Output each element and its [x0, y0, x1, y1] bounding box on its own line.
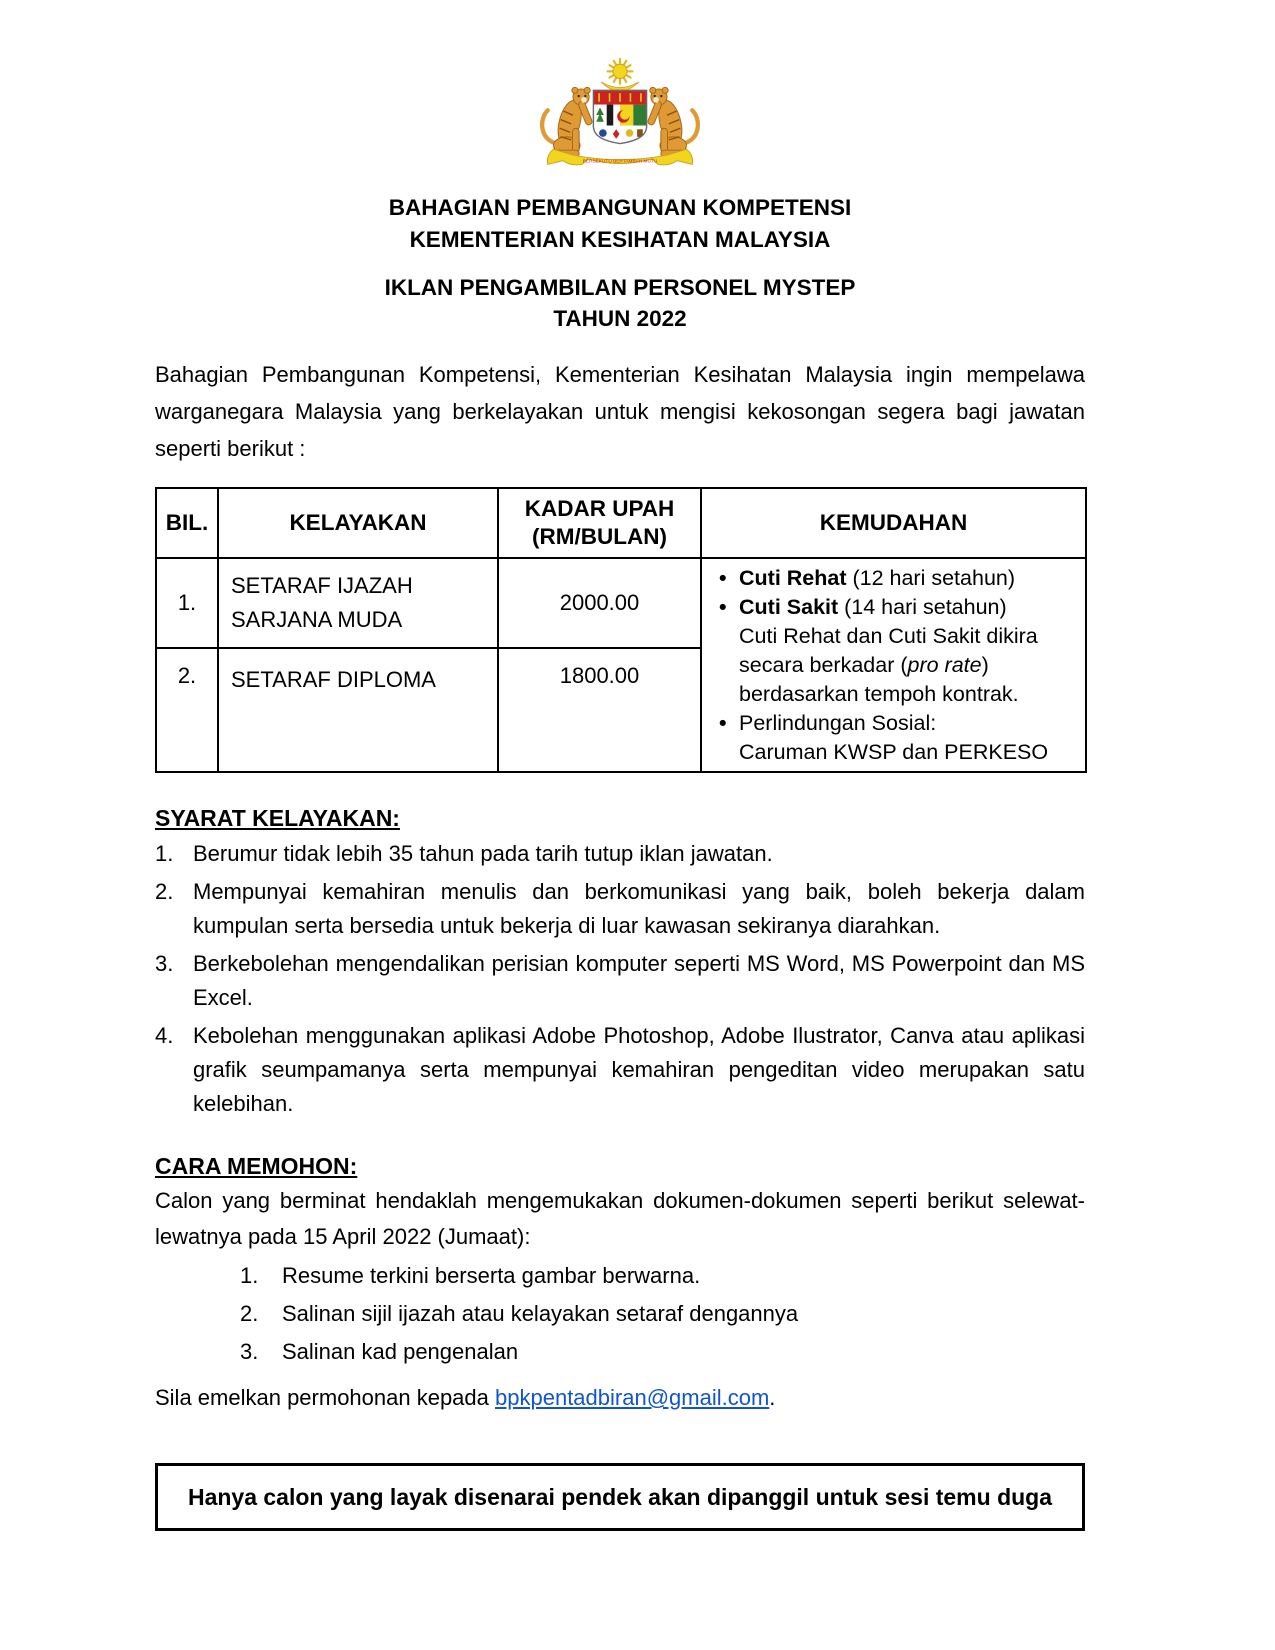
title-line-2: TAHUN 2022	[553, 306, 687, 331]
org-line-2: KEMENTERIAN KESIHATAN MALAYSIA	[409, 227, 831, 252]
motto-text: BERSEKUTU BERTAMBAH MUTU	[582, 159, 658, 165]
email-link[interactable]: bpkpentadbiran@gmail.com	[495, 1385, 770, 1410]
tiger-left-icon	[542, 87, 593, 157]
shortlist-notice-box	[155, 1463, 1085, 1531]
col-header-bil: BIL.	[156, 488, 218, 558]
kemudahan-cell	[701, 558, 1086, 772]
syarat-kelayakan-heading: SYARAT KELAYAKAN:	[155, 805, 400, 831]
advert-title	[155, 272, 1085, 334]
list-item: 3. Berkebolehan mengendalikan perisian komputer seperti MS Word, MS Powerpoint dan MS Excel.	[155, 951, 1085, 1010]
kemudahan-item-cuti-sakit: • Cuti Sakit (14 hari setahun) Cuti Rehat dan Cuti Sakit dikira secara berkadar (pro rate) berdasarkan tempoh kontrak.	[712, 593, 1075, 709]
tiger-right-icon	[647, 87, 698, 157]
title-line-1: IKLAN PENGAMBILAN PERSONEL MYSTEP	[384, 275, 856, 300]
table-header-row	[156, 488, 1086, 558]
vacancy-table	[155, 487, 1087, 773]
cara-list	[240, 1259, 1085, 1369]
kemudahan-note: Cuti Rehat dan Cuti Sakit dikira secara berkadar (pro rate) berdasarkan tempoh kontrak.	[739, 624, 1038, 706]
row1-bil: 1.	[156, 558, 218, 648]
row2-kadar: 1800.00	[498, 648, 701, 772]
coat-of-arms	[525, 56, 715, 182]
table-row	[156, 558, 1086, 648]
col-header-kemudahan: KEMUDAHAN	[701, 488, 1086, 558]
row1-kelayakan: SETARAF IJAZAH SARJANA MUDA	[218, 558, 498, 648]
col-header-kelayakan: KELAYAKAN	[218, 488, 498, 558]
list-item: 2. Mempunyai kemahiran menulis dan berkomunikasi yang baik, boleh bekerja dalam kumpulan serta bersedia untuk bekerja di luar kawasan sekiranya diarahkan.	[155, 879, 1085, 938]
malaysia-coat-of-arms-icon	[525, 56, 715, 176]
row2-kelayakan: SETARAF DIPLOMA	[218, 648, 498, 772]
kemudahan-item-perlindungan: • Perlindungan Sosial: Caruman KWSP dan PERKESO	[712, 709, 1075, 767]
list-item: 2. Salinan sijil ijazah atau kelayakan setaraf dengannya	[240, 1301, 799, 1326]
list-item: 1. Resume terkini berserta gambar berwarna.	[240, 1263, 701, 1288]
cara-memohon-heading: CARA MEMOHON:	[155, 1153, 358, 1179]
email-instruction: Sila emelkan permohonan kepada bpkpentadbiran@gmail.com.	[155, 1385, 776, 1410]
syarat-list	[155, 837, 1085, 1121]
org-line-1: BAHAGIAN PEMBANGUNAN KOMPETENSI	[388, 195, 852, 220]
col-header-kadar: KADAR UPAH (RM/BULAN)	[498, 488, 701, 558]
org-header	[155, 192, 1085, 256]
row2-bil: 2.	[156, 648, 218, 772]
list-item: 3. Salinan kad pengenalan	[240, 1339, 519, 1364]
list-item: 1. Berumur tidak lebih 35 tahun pada tarih tutup iklan jawatan.	[155, 841, 773, 866]
list-item: 4. Kebolehan menggunakan aplikasi Adobe Photoshop, Adobe Ilustrator, Canva atau aplikasi grafik seumpamanya serta mempunyai kemahiran pengeditan video merupakan satu kelebihan.	[155, 1023, 1085, 1116]
cara-intro-paragraph: Calon yang berminat hendaklah mengemukakan dokumen-dokumen seperti berikut selewat-lewatnya pada 15 April 2022 (Jumaat):	[155, 1188, 1085, 1249]
row1-kadar: 2000.00	[498, 558, 701, 648]
shortlist-notice-text: Hanya calon yang layak disenarai pendek akan dipanggil untuk sesi temu duga	[187, 1484, 1053, 1510]
kemudahan-item-cuti-rehat: • Cuti Rehat (12 hari setahun)	[712, 564, 1075, 593]
intro-paragraph: Bahagian Pembangunan Kompetensi, Kementerian Kesihatan Malaysia ingin mempelawa warganegara Malaysia yang berkelayakan untuk mengisi kekosongan segera bagi jawatan seperti berikut :	[155, 362, 1085, 461]
